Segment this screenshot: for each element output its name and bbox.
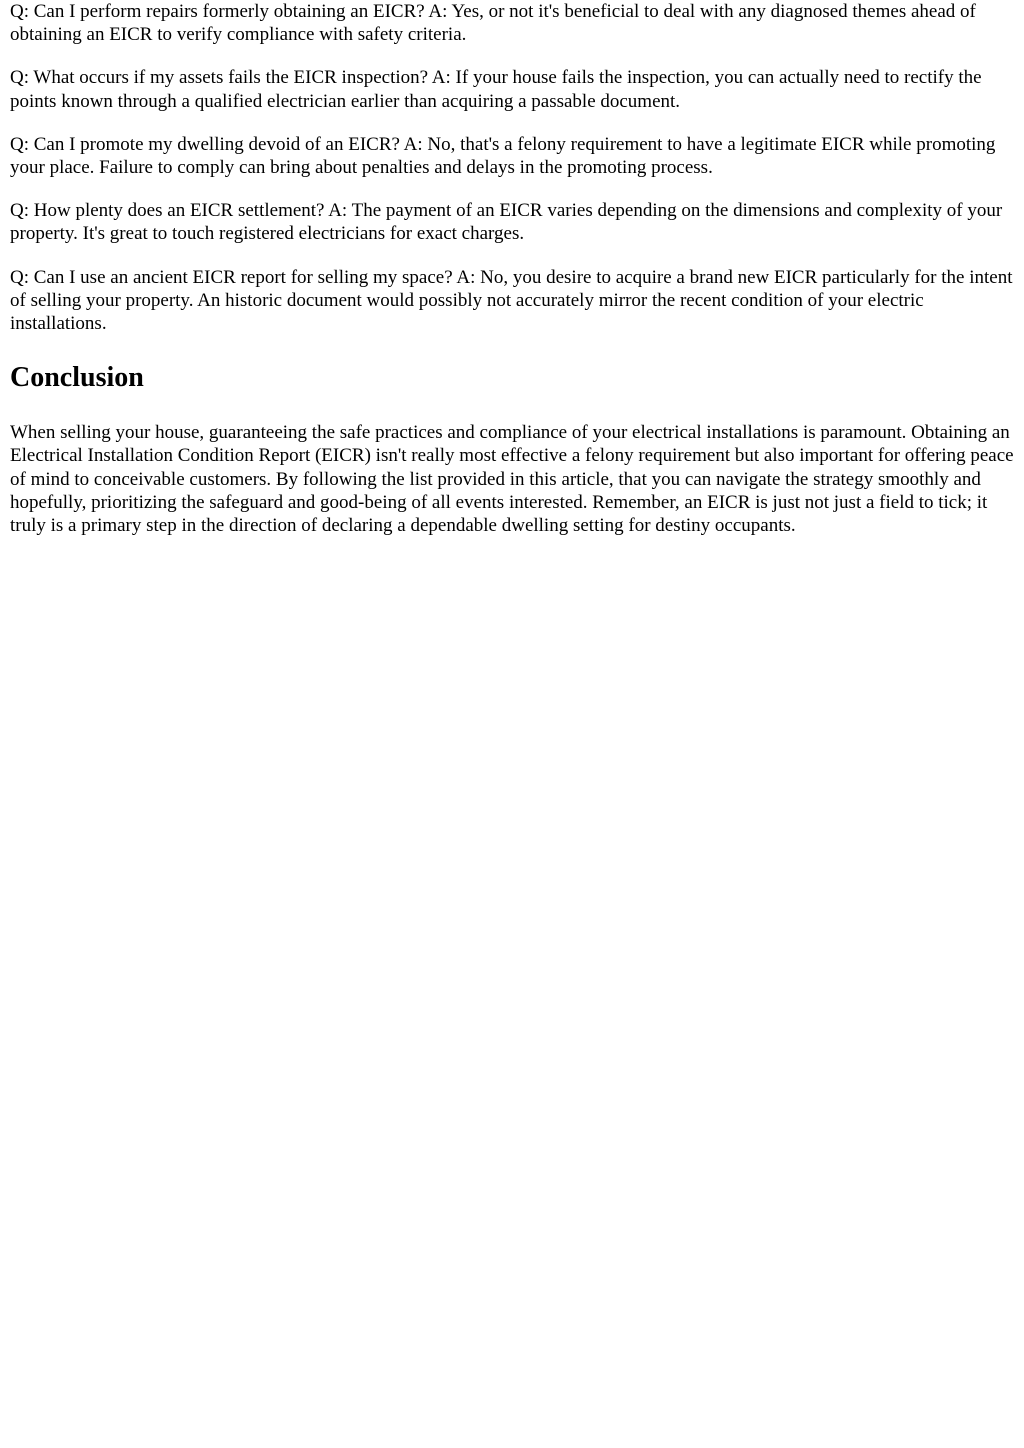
faq-item: Q: Can I promote my dwelling devoid of an EICR? A: No, that's a felony requirement to have a legitimate EICR while promoting your place. Failure to comply can bring about penalties and delays in the promoting process. [10, 133, 996, 179]
document-page [0, 0, 1024, 537]
faq-item: Q: What occurs if my assets fails the EICR inspection? A: If your house fails the inspection, you can actually need to rectify the points known through a qualified electrician earlier than acquiring a passable document. [10, 67, 982, 112]
conclusion-paragraph: When selling your house, guaranteeing the safe practices and compliance of your electrical installations is paramount. Obtaining an Electrical Installation Condition Report (EICR) isn't really most effective a felony requirement but also important for offering peace of mind to conceivable customers. By following the list provided in this article, that you can navigate the strategy smoothly and hopefully, prioritizing the safeguard and good-being of all events interested. Remember, an EICR is just not just a field to tick; it truly is a primary step in the direction of declaring a dependable dwelling setting for destiny occupants. [10, 422, 1014, 537]
faq-item: Q: Can I perform repairs formerly obtaining an EICR? A: Yes, or not it's beneficial to deal with any diagnosed themes ahead of obtaining an EICR to verify compliance with safety criteria. [10, 1, 976, 46]
faq-item: Q: How plenty does an EICR settlement? A: The payment of an EICR varies depending on the dimensions and complexity of your property. It's great to touch registered electricians for exact charges. [10, 200, 1003, 245]
faq-item: Q: Can I use an ancient EICR report for selling my space? A: No, you desire to acquire a brand new EICR particularly for the intent of selling your property. An historic document would possibly not accurately mirror the recent condition of your electric installations. [10, 266, 1013, 335]
faq-section [10, 0, 1014, 335]
conclusion-heading: Conclusion [10, 362, 144, 394]
